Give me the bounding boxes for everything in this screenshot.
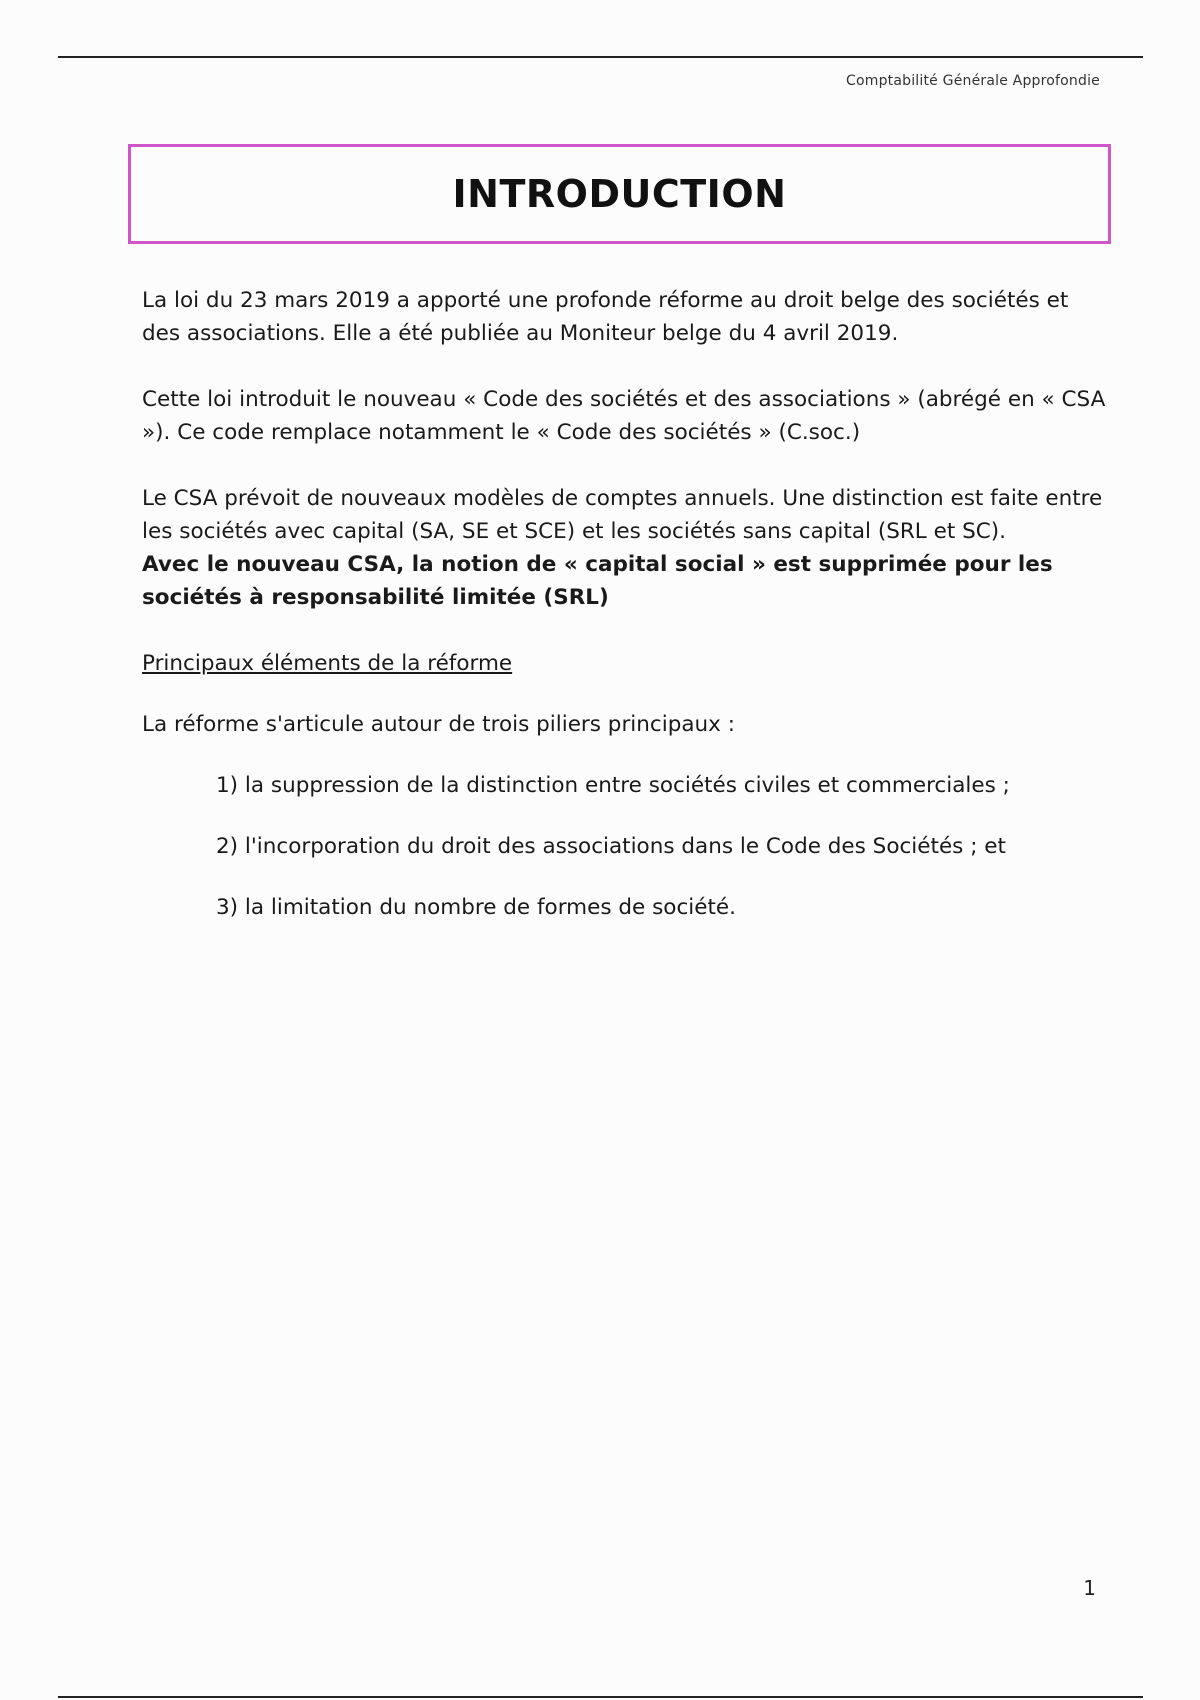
page-title: INTRODUCTION xyxy=(452,172,787,216)
body-content xyxy=(142,284,1112,952)
header-rule xyxy=(58,56,1143,58)
paragraph-law-intro: La loi du 23 mars 2019 a apporté une profonde réforme au droit belge des sociétés et des associations. Elle a été publiée au Moniteur belge du 4 avril 2019. xyxy=(142,288,1069,346)
pillar-item: 3) la limitation du nombre de formes de société. xyxy=(216,895,736,920)
running-header-title: Comptabilité Générale Approfondie xyxy=(846,73,1100,89)
pillar-item: 2) l'incorporation du droit des associations dans le Code des Sociétés ; et xyxy=(216,834,1006,859)
footer-rule xyxy=(58,1696,1143,1698)
paragraph-capital-removed: Avec le nouveau CSA, la notion de « capital social » est supprimée pour les sociétés à responsabilité limitée (SRL) xyxy=(142,552,1053,610)
pillar-item: 1) la suppression de la distinction entre sociétés civiles et commerciales ; xyxy=(216,773,1010,798)
paragraph-csa-code: Cette loi introduit le nouveau « Code des sociétés et des associations » (abrégé en « CSA »). Ce code remplace notamment le « Code des sociétés » (C.soc.) xyxy=(142,387,1106,445)
section-heading: Principaux éléments de la réforme xyxy=(142,651,513,676)
paragraph-annual-accounts: Le CSA prévoit de nouveaux modèles de comptes annuels. Une distinction est faite entre les sociétés avec capital (SA, SE et SCE) et les sociétés sans capital (SRL et SC). xyxy=(142,486,1103,544)
title-box xyxy=(128,144,1111,244)
pillars-intro: La réforme s'articule autour de trois piliers principaux : xyxy=(142,712,735,737)
pillars-list xyxy=(142,769,1112,924)
page-number: 1 xyxy=(1083,1576,1096,1600)
